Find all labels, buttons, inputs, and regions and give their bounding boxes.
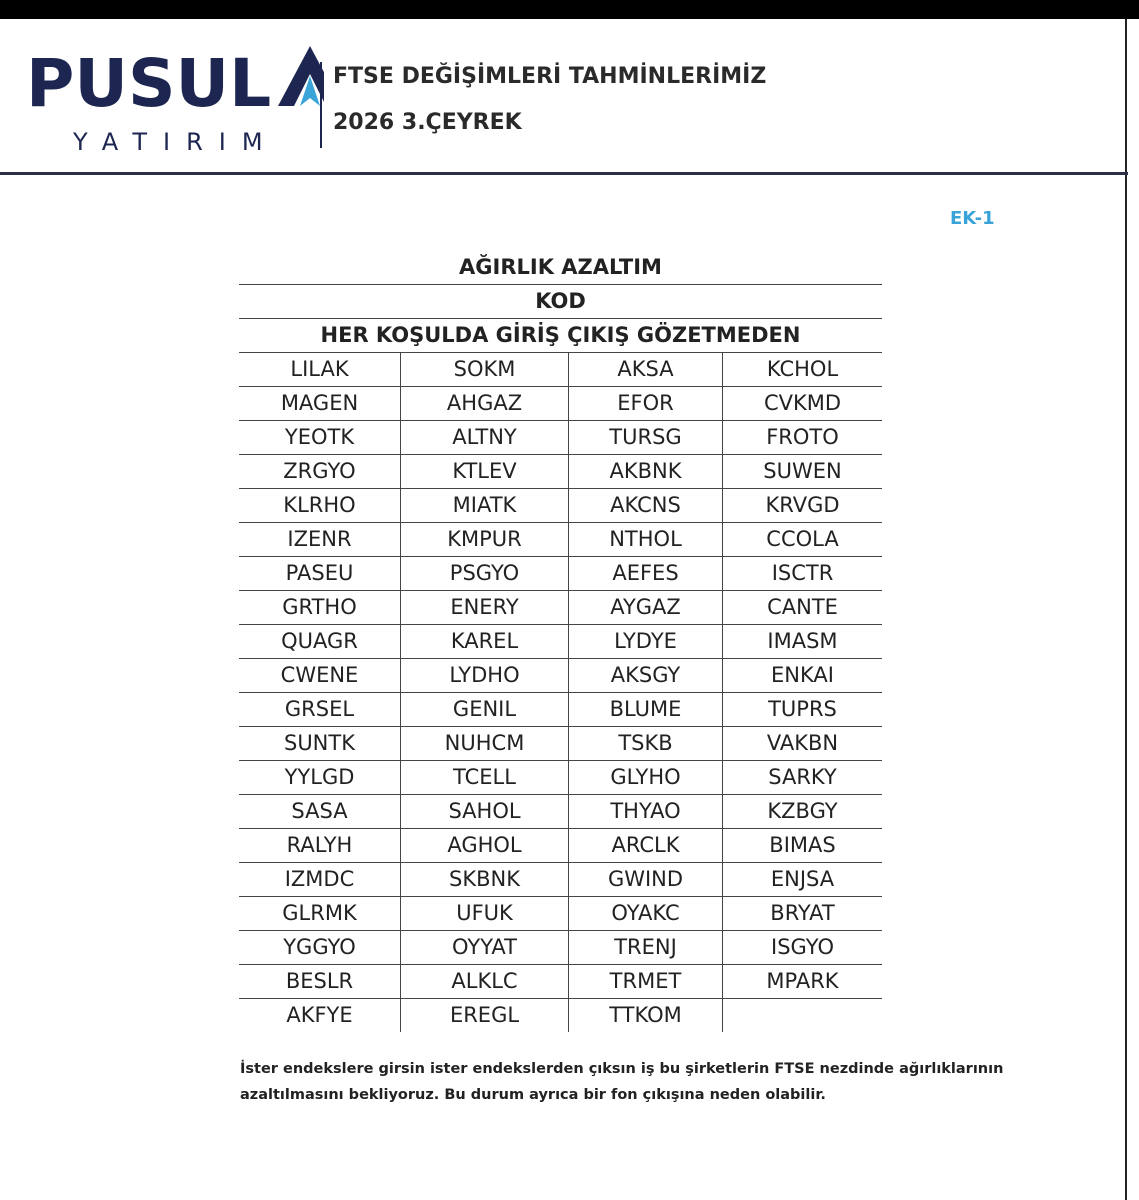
ticker-cell: CWENE [239,659,401,692]
ticker-cell: ENJSA [770,867,835,891]
ticker-cell: FROTO [766,425,839,449]
ticker-cell: ARCLK [569,829,723,862]
ticker-cell: KCHOL [766,357,839,381]
table-row [239,387,882,421]
ticker-cell: AKCNS [569,489,723,522]
ticker-cell: TTKOM [569,999,723,1032]
ticker-cell: EFOR [569,387,723,420]
table-row [239,965,882,999]
ticker-cell: CCOLA [766,527,839,551]
ticker-cell: CANTE [767,595,838,619]
table-row [239,659,882,693]
ticker-cell: SOKM [401,353,569,386]
ticker-cell: KZBGY [767,799,838,823]
ticker-cell: ALTNY [401,421,569,454]
ticker-cell: SUWEN [763,459,842,483]
table-body [239,353,882,1032]
ticker-cell: THYAO [569,795,723,828]
ticker-cell: AKSGY [569,659,723,692]
table-row [239,625,882,659]
ticker-cell: ISGYO [771,935,834,959]
ticker-cell: AYGAZ [569,591,723,624]
table-row [239,353,882,387]
ticker-cell: LILAK [239,353,401,386]
table-heading-1: AĞIRLIK AZALTIM [239,251,882,285]
ticker-cell: GLRMK [239,897,401,930]
ticker-cell: PASEU [239,557,401,590]
ticker-cell: ZRGYO [239,455,401,488]
ticker-cell: AHGAZ [401,387,569,420]
ticker-cell: MPARK [766,969,839,993]
footnote: İster endekslere girsin ister endekslerden çıksın iş bu şirketlerin FTSE nezdinde ağırlıklarının azaltılmasını bekliyoruz. Bu durum ayrıca bir fon çıkışına neden olabilir. [240,1061,1004,1103]
table-row [239,761,882,795]
ticker-cell: NTHOL [569,523,723,556]
ticker-cell: AKFYE [239,999,401,1032]
table-row [239,931,882,965]
ticker-cell: SUNTK [239,727,401,760]
ticker-cell: LYDHO [401,659,569,692]
table-row [239,999,882,1032]
ticker-cell: SKBNK [401,863,569,896]
table-row [239,693,882,727]
ticker-cell: NUHCM [401,727,569,760]
ticker-cell: SARKY [768,765,837,789]
ticker-cell: IMASM [767,629,838,653]
table-row [239,795,882,829]
ticker-cell: OYYAT [401,931,569,964]
ticker-cell: TRMET [569,965,723,998]
ticker-cell [723,999,882,1032]
ticker-cell: BIMAS [769,833,836,857]
ticker-cell: MAGEN [239,387,401,420]
right-page-edge [1123,19,1139,1200]
brand-sub: YATIRIM [73,128,279,156]
ticker-cell: TRENJ [569,931,723,964]
ticker-cell: GLYHO [569,761,723,794]
table-row [239,421,882,455]
ticker-cell: UFUK [401,897,569,930]
ticker-cell: EREGL [401,999,569,1032]
ticker-cell: PSGYO [401,557,569,590]
ticker-cell: TCELL [401,761,569,794]
ticker-cell: GWIND [569,863,723,896]
ticker-cell: KAREL [401,625,569,658]
ticker-cell: ISCTR [771,561,834,585]
table-row [239,863,882,897]
top-black-bar [0,0,1139,19]
table-row [239,523,882,557]
header-divider [320,62,322,148]
ticker-cell: ENKAI [771,663,834,687]
svg-text:PUSUL: PUSUL [26,45,272,122]
table-row [239,557,882,591]
ticker-cell: GENIL [401,693,569,726]
ticker-cell: VAKBN [766,731,839,755]
ticker-cell: BRYAT [770,901,835,925]
ticker-cell: KMPUR [401,523,569,556]
ticker-cell: OYAKC [569,897,723,930]
ticker-cell: BLUME [569,693,723,726]
ticker-cell: KTLEV [401,455,569,488]
table-row [239,591,882,625]
ticker-cell: SAHOL [401,795,569,828]
header-subtitle: 2026 3.ÇEYREK [333,110,522,135]
appendix-label: EK-1 [950,208,995,229]
ticker-cell: IZMDC [239,863,401,896]
ticker-cell: KLRHO [239,489,401,522]
ticker-cell: MIATK [401,489,569,522]
ticker-cell: TUPRS [768,697,837,721]
ticker-cell: LYDYE [569,625,723,658]
ticker-cell: IZENR [239,523,401,556]
ticker-cell: YEOTK [239,421,401,454]
table-row [239,897,882,931]
ticker-cell: AEFES [569,557,723,590]
ticker-cell: AGHOL [401,829,569,862]
ticker-cell: KRVGD [765,493,840,517]
ticker-cell: YYLGD [239,761,401,794]
ticker-cell: CVKMD [763,391,842,415]
ticker-cell: RALYH [239,829,401,862]
ticker-cell: GRSEL [239,693,401,726]
table-heading-3: HER KOŞULDA GİRİŞ ÇIKIŞ GÖZETMEDEN [239,319,882,353]
table-row [239,727,882,761]
ticker-cell: YGGYO [239,931,401,964]
ticker-cell: QUAGR [239,625,401,658]
ticker-cell: ENERY [401,591,569,624]
ticker-cell: ALKLC [401,965,569,998]
header-rule [0,172,1128,175]
ticker-cell: AKSA [569,353,723,386]
header-title: FTSE DEĞİŞİMLERİ TAHMİNLERİMİZ [333,64,767,89]
table-row [239,489,882,523]
ticker-cell: AKBNK [569,455,723,488]
ticker-cell: TURSG [569,421,723,454]
ticker-cell: BESLR [239,965,401,998]
ticker-cell: TSKB [569,727,723,760]
table-heading-2: KOD [239,285,882,319]
ticker-cell: SASA [239,795,401,828]
ticker-cell: GRTHO [239,591,401,624]
table-row [239,829,882,863]
weight-reduction-table [239,251,882,1032]
table-row [239,455,882,489]
